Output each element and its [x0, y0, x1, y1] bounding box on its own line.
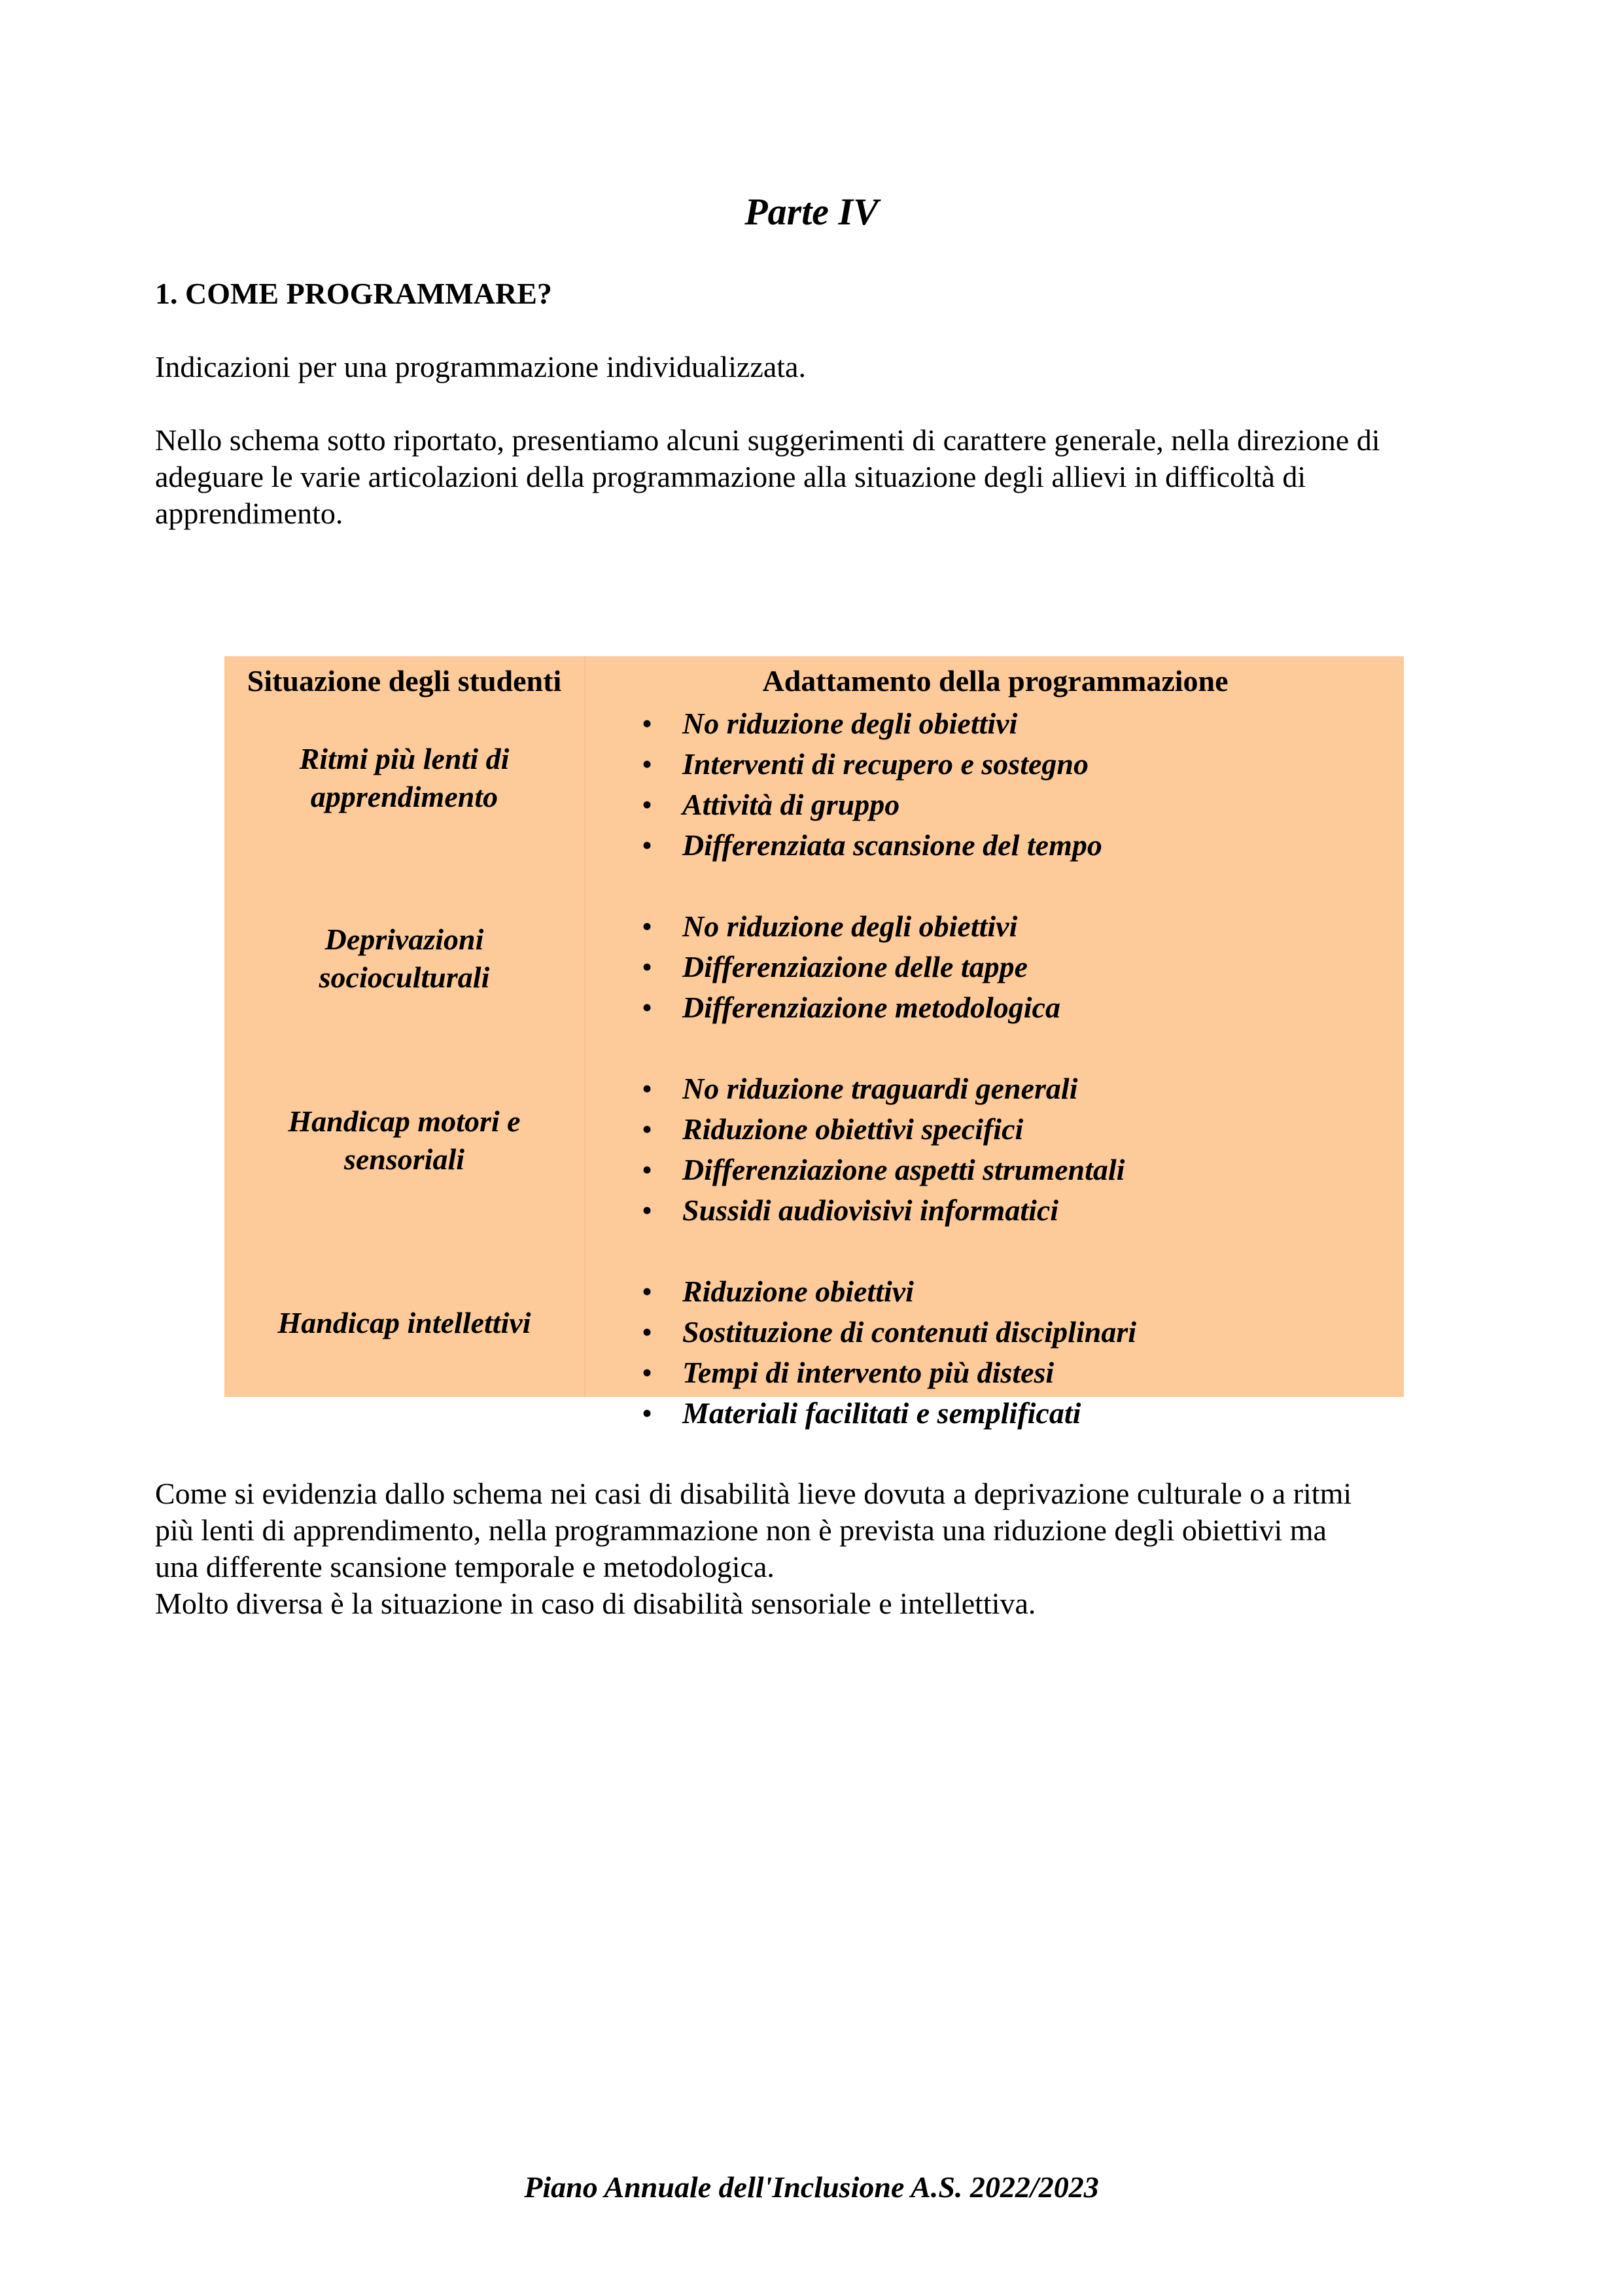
- situation-line: Handicap intellettivi: [277, 1306, 531, 1339]
- situation-line: sensoriali: [343, 1142, 465, 1176]
- situation-line: Ritmi più lenti di: [299, 742, 510, 775]
- list-item: [585, 703, 1405, 744]
- situation-cell: [224, 921, 584, 997]
- list-item: [585, 1190, 1405, 1231]
- bullet-icon: •: [642, 1112, 653, 1146]
- description-paragraph: Nello schema sotto riportato, presentiamo alcuni suggerimenti di carattere generale, nella direzione di adeguare le varie articolazioni della programmazione alla situazione degli allievi in difficoltà di apprendimento.: [155, 423, 1380, 530]
- adaptation-list: [585, 906, 1405, 1028]
- bullet-icon: •: [642, 1396, 653, 1430]
- list-item: [585, 1271, 1405, 1312]
- bullet-icon: •: [642, 747, 653, 781]
- bullet-icon: •: [642, 950, 653, 983]
- list-item-text: No riduzione degli obiettivi: [682, 707, 1018, 740]
- list-item-text: Sostituzione di contenuti disciplinari: [682, 1315, 1136, 1349]
- list-item-text: Interventi di recupero e sostegno: [682, 747, 1089, 781]
- list-item-text: Differenziazione delle tappe: [682, 950, 1028, 983]
- section-heading: 1. COME PROGRAMMARE?: [155, 277, 552, 310]
- page-footer: Piano Annuale dell'Inclusione A.S. 2022/2023: [524, 2170, 1099, 2204]
- list-item-text: Differenziazione aspetti strumentali: [682, 1153, 1125, 1186]
- situation-cell: [224, 1304, 584, 1342]
- list-item: [585, 906, 1405, 947]
- conclusion-line: una differente scansione temporale e metodologica.: [155, 1550, 775, 1583]
- list-item: [585, 744, 1405, 785]
- adaptation-column-header: Adattamento della programmazione: [762, 664, 1229, 698]
- situation-line: Deprivazioni: [324, 923, 484, 956]
- conclusion-line: più lenti di apprendimento, nella programmazione non è prevista una riduzione degli obiettivi ma: [155, 1513, 1327, 1547]
- situation-column-header: Situazione degli studenti: [247, 664, 562, 698]
- adaptation-list: [585, 1271, 1405, 1434]
- list-item: [585, 1312, 1405, 1352]
- situation-line: Handicap motori e: [288, 1104, 521, 1138]
- bullet-icon: •: [642, 1193, 653, 1227]
- bullet-icon: •: [642, 1072, 653, 1105]
- adaptation-list: [585, 703, 1405, 866]
- list-item-text: Differenziata scansione del tempo: [682, 828, 1102, 862]
- list-item: [585, 785, 1405, 825]
- list-item-text: No riduzione traguardi generali: [682, 1072, 1078, 1105]
- list-item: [585, 1393, 1405, 1434]
- bullet-icon: •: [642, 1356, 653, 1389]
- bullet-icon: •: [642, 788, 653, 821]
- situation-column: [224, 656, 584, 1397]
- bullet-icon: •: [642, 828, 653, 862]
- adaptation-column: [584, 656, 1405, 1430]
- list-item: [585, 825, 1405, 866]
- list-item: [585, 1109, 1405, 1150]
- situation-line: apprendimento: [310, 780, 498, 813]
- adaptation-list: [585, 1069, 1405, 1231]
- bullet-icon: •: [642, 1275, 653, 1308]
- list-item: [585, 1069, 1405, 1109]
- situation-cell: [224, 1103, 584, 1178]
- list-item: [585, 947, 1405, 987]
- list-item-text: Differenziazione metodologica: [682, 991, 1060, 1024]
- list-item-text: Riduzione obiettivi specifici: [682, 1112, 1024, 1146]
- programming-table: [224, 656, 1404, 1430]
- list-item-text: No riduzione degli obiettivi: [682, 910, 1018, 943]
- list-item-text: Tempi di intervento più distesi: [682, 1356, 1055, 1389]
- bullet-icon: •: [642, 707, 653, 740]
- part-title: Parte IV: [744, 190, 879, 233]
- situation-line: socioculturali: [319, 961, 490, 994]
- bullet-icon: •: [642, 991, 653, 1024]
- list-item-text: Materiali facilitati e semplificati: [682, 1396, 1081, 1430]
- list-item: [585, 1150, 1405, 1190]
- list-item-text: Sussidi audiovisivi informatici: [682, 1193, 1059, 1227]
- conclusion-line: Molto diversa è la situazione in caso di disabilità sensoriale e intellettiva.: [155, 1587, 1036, 1620]
- bullet-icon: •: [642, 1153, 653, 1186]
- intro-paragraph: Indicazioni per una programmazione individualizzata.: [155, 350, 806, 383]
- conclusion-paragraph: [155, 1475, 1490, 1622]
- bullet-icon: •: [642, 1315, 653, 1349]
- list-item: [585, 1352, 1405, 1393]
- list-item-text: Riduzione obiettivi: [682, 1275, 914, 1308]
- bullet-icon: •: [642, 910, 653, 943]
- situation-cell: [224, 740, 584, 816]
- conclusion-line: Come si evidenzia dallo schema nei casi di disabilità lieve dovuta a deprivazione culturale o a ritmi: [155, 1477, 1352, 1510]
- list-item: [585, 987, 1405, 1028]
- list-item-text: Attività di gruppo: [682, 788, 900, 821]
